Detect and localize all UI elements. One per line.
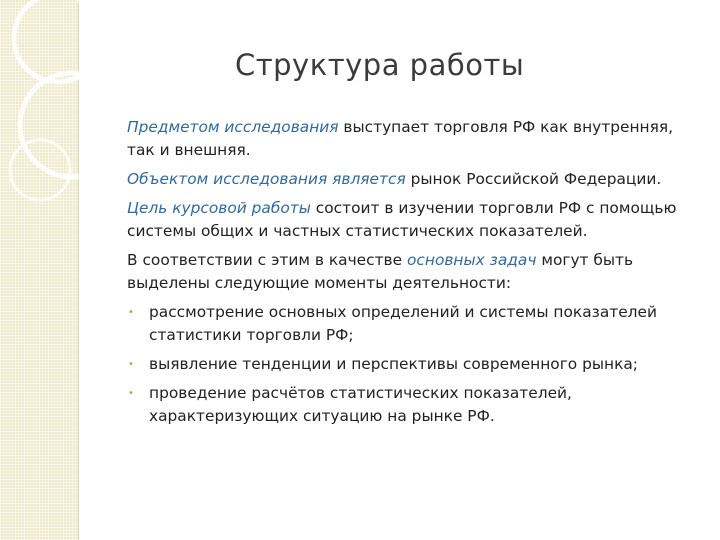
paragraph-text: рынок Российской Федерации.: [405, 170, 662, 188]
paragraph-text: состоит в изучении торговли РФ с помощью системы общих и частных статистических показателей.: [127, 199, 677, 240]
slide-body: [127, 116, 687, 434]
paragraph-object: [127, 168, 687, 191]
paragraph-text: выступает торговля РФ как внутренняя, так и внешняя.: [127, 118, 674, 159]
paragraph-goal: [127, 197, 687, 243]
list-item-text: выявление тенденции и перспективы современного рынка;: [149, 355, 638, 373]
paragraph-subject: [127, 116, 687, 162]
list-item-text: рассмотрение основных определений и системы показателей статистики торговли РФ;: [149, 303, 657, 344]
bullet-dot-icon: •: [128, 388, 134, 399]
accent-phrase: Объектом исследования является: [127, 170, 406, 188]
list-item-text: проведение расчётов статистических показателей, характеризующих ситуацию на рынке РФ.: [149, 384, 572, 425]
paragraph-tasks: [127, 249, 687, 295]
list-item: [127, 301, 687, 347]
decorative-circles-icon: [0, 0, 120, 230]
bullet-dot-icon: •: [128, 307, 134, 318]
bullet-dot-icon: •: [128, 359, 134, 370]
accent-phrase: Цель курсовой работы: [127, 199, 311, 217]
accent-phrase: Предметом исследования: [127, 118, 339, 136]
list-item: [127, 382, 687, 428]
accent-phrase: основных задач: [407, 251, 537, 269]
paragraph-text: могут быть выделены следующие моменты деятельности:: [127, 251, 634, 292]
slide-title: Структура работы: [235, 48, 525, 82]
paragraph-text: В соответствии с этим в качестве: [127, 251, 407, 269]
list-item: [127, 353, 687, 376]
task-bullet-list: [127, 301, 687, 428]
